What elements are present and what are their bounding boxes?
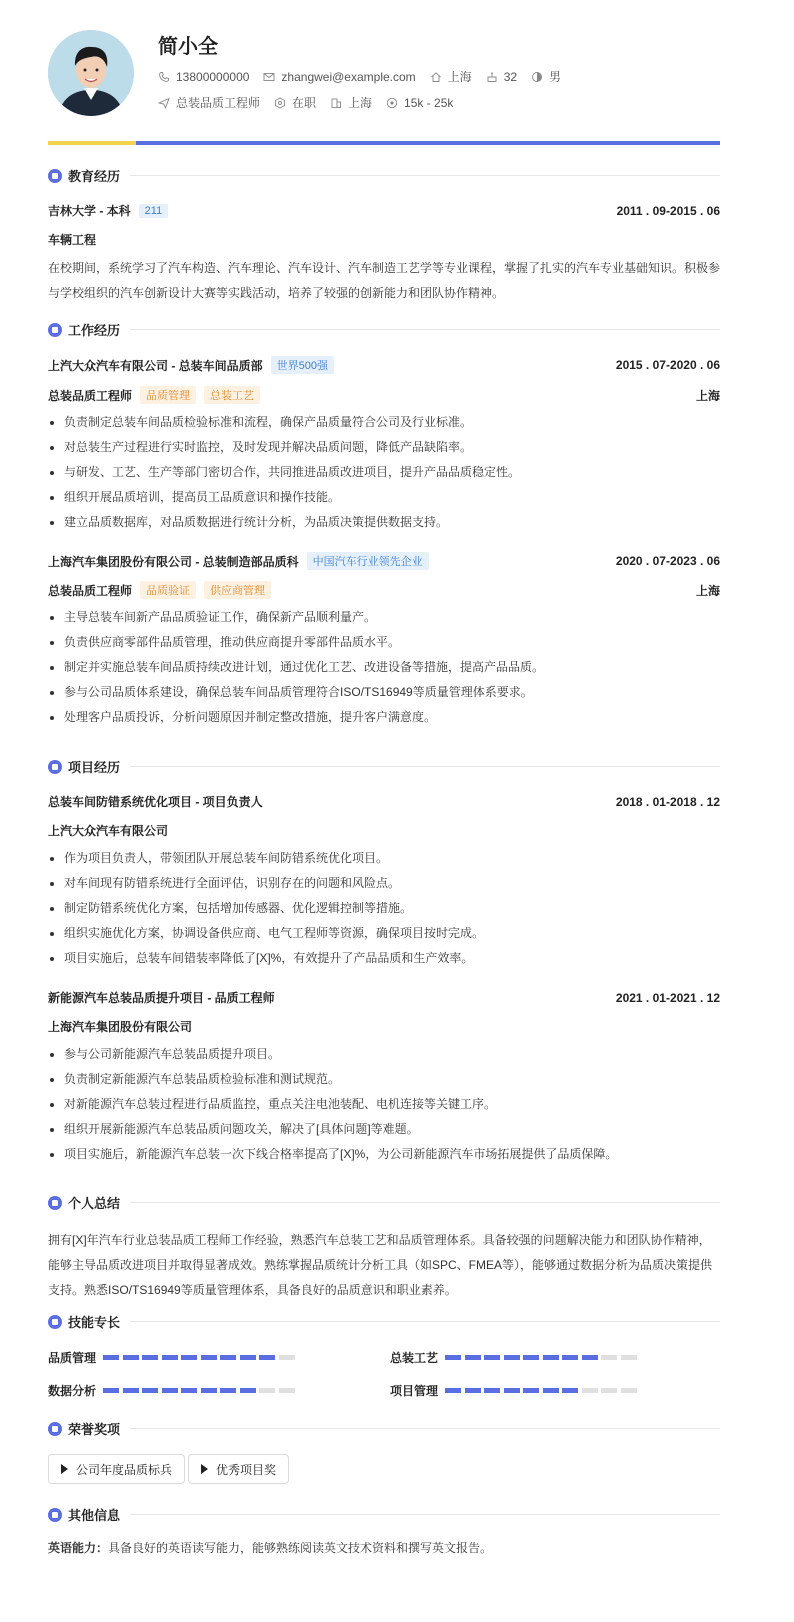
section-other xyxy=(48,1505,720,1524)
position-item xyxy=(158,94,260,111)
list-item: 项目实施后，总装车间错装率降低了[X]%，有效提升了产品品质和生产效率。 xyxy=(48,946,720,971)
phone-text: 13800000000 xyxy=(176,69,250,84)
skill-dot-filled xyxy=(504,1355,520,1360)
section-projects xyxy=(48,757,720,776)
list-item: 对新能源汽车总装过程进行品质监控，重点关注电池装配、电机连接等关键工序。 xyxy=(48,1092,720,1117)
list-item: 参与公司新能源汽车总装品质提升项目。 xyxy=(48,1042,720,1067)
work-city-text: 上海 xyxy=(348,96,373,110)
skill-dot-empty xyxy=(259,1388,275,1393)
project-date: 2018 . 01-2018 . 12 xyxy=(615,794,720,809)
section-education xyxy=(48,166,720,185)
section-title: 教育经历 xyxy=(68,169,121,184)
position-text: 总装品质工程师 xyxy=(176,96,261,110)
project-icon xyxy=(48,760,62,774)
school-name: 吉林大学 - 本科 xyxy=(48,204,131,218)
work-city-item xyxy=(330,94,372,111)
skill-dot-filled xyxy=(543,1355,559,1360)
contact-row xyxy=(158,68,575,85)
skill-dot-empty xyxy=(601,1388,617,1393)
work-bullets xyxy=(48,410,720,535)
skill-dot-filled xyxy=(465,1388,481,1393)
list-item: 制定并实施总装车间品质持续改进计划，通过优化工艺、改进设备等措施，提高产品品质。 xyxy=(48,655,720,680)
skill-dot-filled xyxy=(523,1355,539,1360)
job-title: 总装品质工程师 xyxy=(48,583,133,598)
building-icon xyxy=(330,97,342,109)
skill-dot-filled xyxy=(162,1355,178,1360)
work-subheader xyxy=(48,386,720,404)
skill-dot-filled xyxy=(103,1388,119,1393)
list-item: 主导总装车间新产品品质验证工作，确保新产品顺利量产。 xyxy=(48,605,720,630)
list-item: 负责制定新能源汽车总装品质检验标准和测试规范。 xyxy=(48,1067,720,1092)
skill-dot-filled xyxy=(504,1388,520,1393)
status-icon xyxy=(274,97,286,109)
skill-tag: 品质验证 xyxy=(140,581,196,599)
resume-page xyxy=(48,0,721,1555)
skill-name: 总装工艺 xyxy=(390,1351,439,1365)
project-bullets xyxy=(48,846,720,971)
skill-dot-filled xyxy=(562,1355,578,1360)
skill-dot-filled xyxy=(445,1355,461,1360)
education-desc: 在校期间，系统学习了汽车构造、汽车理论、汽车设计、汽车制造工艺学等专业课程，掌握了扎实的汽车专业基础知识。积极参与学校组织的汽车创新设计大赛等实践活动，培养了较强的创新能力和团队协作精神。 xyxy=(48,261,721,300)
skill-tag: 品质管理 xyxy=(140,386,196,404)
list-item: 项目实施后，新能源汽车总装一次下线合格率提高了[X]%，为公司新能源汽车市场拓展提供了品质保障。 xyxy=(48,1142,720,1167)
salary-text: 15k - 25k xyxy=(404,95,454,110)
age-text: 32 xyxy=(503,69,518,84)
skill-dot-filled xyxy=(142,1355,158,1360)
section-title: 技能专长 xyxy=(68,1315,121,1330)
list-item: 制定防错系统优化方案，包括增加传感器、优化逻辑控制等措施。 xyxy=(48,896,720,921)
header-divider xyxy=(48,141,720,145)
education-icon xyxy=(48,169,62,183)
list-item: 负责供应商零部件品质管理，推动供应商提升零部件品质水平。 xyxy=(48,630,720,655)
skill-dot-filled xyxy=(181,1388,197,1393)
section-rule xyxy=(130,1514,720,1515)
skill-dot-filled xyxy=(201,1355,217,1360)
education-date: 2011 . 09-2015 . 06 xyxy=(616,203,720,218)
status-text: 在职 xyxy=(292,96,317,110)
work-bullets xyxy=(48,605,720,730)
skill-item xyxy=(390,1382,640,1399)
skill-dot-filled xyxy=(259,1355,275,1360)
send-icon xyxy=(158,97,170,109)
skill-meter xyxy=(103,1388,298,1393)
list-item: 组织开展品质培训，提高员工品质意识和操作技能。 xyxy=(48,485,720,510)
project-name: 总装车间防错系统优化项目 - 项目负责人 xyxy=(48,795,263,809)
skill-name: 品质管理 xyxy=(48,1351,97,1365)
candidate-name: 简小全 xyxy=(158,36,218,58)
list-item: 处理客户品质投诉，分析问题原因并制定整改措施，提升客户满意度。 xyxy=(48,705,720,730)
skill-dot-filled xyxy=(220,1388,236,1393)
skill-dot-empty xyxy=(582,1388,598,1393)
work-header xyxy=(48,356,720,374)
project-date: 2021 . 01-2021 . 12 xyxy=(615,990,720,1005)
project-header xyxy=(48,989,720,1006)
skill-name: 项目管理 xyxy=(390,1384,439,1398)
city-text: 上海 xyxy=(447,70,472,84)
mail-icon xyxy=(263,71,275,83)
skill-dot-empty xyxy=(601,1355,617,1360)
other-text: 具备良好的英语读写能力，能够熟练阅读英文技术资料和撰写英文报告。 xyxy=(108,1541,493,1555)
skill-meter xyxy=(445,1388,640,1393)
section-title: 个人总结 xyxy=(68,1196,121,1211)
salary-item xyxy=(386,96,453,110)
skill-item xyxy=(48,1382,298,1399)
job-intent-row xyxy=(158,94,467,111)
job-title: 总装品质工程师 xyxy=(48,388,133,403)
status-item xyxy=(274,94,316,111)
other-label: 英语能力： xyxy=(48,1541,109,1555)
skill-item xyxy=(390,1349,640,1366)
project-header xyxy=(48,793,720,810)
list-item: 负责制定总装车间品质检验标准和流程，确保产品质量符合公司及行业标准。 xyxy=(48,410,720,435)
section-rule xyxy=(130,766,720,767)
honor-text: 优秀项目奖 xyxy=(216,1462,277,1477)
gender-item xyxy=(531,68,561,85)
skill-meter xyxy=(445,1355,640,1360)
skill-dot-empty xyxy=(279,1388,295,1393)
info-icon xyxy=(48,1508,62,1522)
skill-meter xyxy=(103,1355,298,1360)
section-rule xyxy=(130,1321,720,1322)
honor-chip xyxy=(188,1454,289,1484)
work-date: 2015 . 07-2020 . 06 xyxy=(615,358,720,372)
project-company: 上海汽车集团股份有限公司 xyxy=(48,1020,193,1034)
skills-icon xyxy=(48,1315,62,1329)
section-rule xyxy=(130,175,720,176)
company-name: 上海汽车集团股份有限公司 - 总装制造部品质科 xyxy=(48,554,299,569)
salary-icon xyxy=(386,97,398,109)
home-icon xyxy=(430,71,442,83)
work-location: 上海 xyxy=(695,388,720,403)
skill-dot-filled xyxy=(523,1388,539,1393)
skill-name: 数据分析 xyxy=(48,1384,97,1398)
phone-item xyxy=(158,70,249,84)
skill-dot-filled xyxy=(484,1388,500,1393)
skill-dot-filled xyxy=(484,1355,500,1360)
avatar xyxy=(48,30,134,116)
skill-dot-empty xyxy=(621,1388,637,1393)
honor-text: 公司年度品质标兵 xyxy=(76,1462,173,1477)
list-item: 组织开展新能源汽车总装品质问题攻关，解决了[具体问题]等难题。 xyxy=(48,1117,720,1142)
work-subheader xyxy=(48,581,720,599)
skill-dot-filled xyxy=(220,1355,236,1360)
section-title: 荣誉奖项 xyxy=(68,1422,121,1437)
resume-header xyxy=(48,0,720,142)
skill-dot-filled xyxy=(543,1388,559,1393)
honor-chip xyxy=(48,1454,185,1484)
company-tag: 中国汽车行业领先企业 xyxy=(307,552,429,570)
header-divider-highlight xyxy=(48,141,136,145)
work-location: 上海 xyxy=(695,583,720,598)
skill-dot-filled xyxy=(181,1355,197,1360)
gender-icon xyxy=(531,71,543,83)
skill-dot-filled xyxy=(562,1388,578,1393)
skill-dot-filled xyxy=(162,1388,178,1393)
play-icon xyxy=(201,1464,208,1474)
email-text: zhangwei@example.com xyxy=(281,69,416,84)
project-bullets xyxy=(48,1042,720,1167)
section-honors xyxy=(48,1419,720,1438)
section-skills xyxy=(48,1312,720,1331)
award-icon xyxy=(48,1422,62,1436)
age-item xyxy=(486,70,517,84)
project-name: 新能源汽车总装品质提升项目 - 品质工程师 xyxy=(48,991,275,1005)
city-item xyxy=(430,68,472,85)
list-item: 建立品质数据库，对品质数据进行统计分析，为品质决策提供数据支持。 xyxy=(48,510,720,535)
skill-dot-filled xyxy=(240,1355,256,1360)
skill-dot-filled xyxy=(240,1388,256,1393)
major: 车辆工程 xyxy=(48,233,97,247)
skill-dot-empty xyxy=(279,1355,295,1360)
skill-tag: 总装工艺 xyxy=(204,386,260,404)
section-summary xyxy=(48,1193,720,1212)
list-item: 组织实施优化方案，协调设备供应商、电气工程师等资源，确保项目按时完成。 xyxy=(48,921,720,946)
list-item: 作为项目负责人，带领团队开展总装车间防错系统优化项目。 xyxy=(48,846,720,871)
section-work xyxy=(48,320,720,339)
section-rule xyxy=(130,1428,720,1429)
work-header xyxy=(48,552,720,570)
person-icon xyxy=(48,1196,62,1210)
work-date: 2020 . 07-2023 . 06 xyxy=(615,554,720,568)
skill-dot-filled xyxy=(123,1388,139,1393)
skill-dot-filled xyxy=(445,1388,461,1393)
list-item: 与研发、工艺、生产等部门密切合作，共同推进品质改进项目，提升产品品质稳定性。 xyxy=(48,460,720,485)
summary-text: 拥有[X]年汽车行业总装品质工程师工作经验，熟悉汽车总装工艺和品质管理体系。具备较强的问题解决能力和团队协作精神，能够主导品质改进项目并取得显著成效。熟练掌握品质统计分析工具（如SPC、FMEA等），能够通过数据分析为品质决策提供支持。熟悉ISO/TS16949等质量管理体系，具备良好的品质意识和职业素养。 xyxy=(48,1233,713,1297)
skill-dot-filled xyxy=(103,1355,119,1360)
skill-dot-filled xyxy=(123,1355,139,1360)
project-company: 上汽大众汽车有限公司 xyxy=(48,824,169,838)
work-icon xyxy=(48,323,62,337)
company-name: 上汽大众汽车有限公司 - 总装车间品质部 xyxy=(48,358,263,373)
section-rule xyxy=(130,329,720,330)
school-tag: 211 xyxy=(139,204,169,218)
phone-icon xyxy=(158,71,170,83)
other-info xyxy=(48,1536,720,1561)
section-title: 工作经历 xyxy=(68,323,121,338)
skill-dot-filled xyxy=(582,1355,598,1360)
skill-dot-filled xyxy=(201,1388,217,1393)
section-title: 项目经历 xyxy=(68,760,121,775)
skill-tag: 供应商管理 xyxy=(204,581,271,599)
list-item: 对总装生产过程进行实时监控，及时发现并解决品质问题，降低产品缺陷率。 xyxy=(48,435,720,460)
gender-text: 男 xyxy=(549,70,562,84)
list-item: 参与公司品质体系建设，确保总装车间品质管理符合ISO/TS16949等质量管理体系要求。 xyxy=(48,680,720,705)
list-item: 对车间现有防错系统进行全面评估，识别存在的问题和风险点。 xyxy=(48,871,720,896)
education-header xyxy=(48,202,720,219)
section-title: 其他信息 xyxy=(68,1508,121,1523)
age-icon xyxy=(486,71,498,83)
play-icon xyxy=(61,1464,68,1474)
company-tag: 世界500强 xyxy=(271,356,334,374)
skill-dot-empty xyxy=(621,1355,637,1360)
email-item xyxy=(263,70,415,84)
skill-dot-filled xyxy=(465,1355,481,1360)
skill-item xyxy=(48,1349,298,1366)
skill-dot-filled xyxy=(142,1388,158,1393)
section-rule xyxy=(130,1202,720,1203)
